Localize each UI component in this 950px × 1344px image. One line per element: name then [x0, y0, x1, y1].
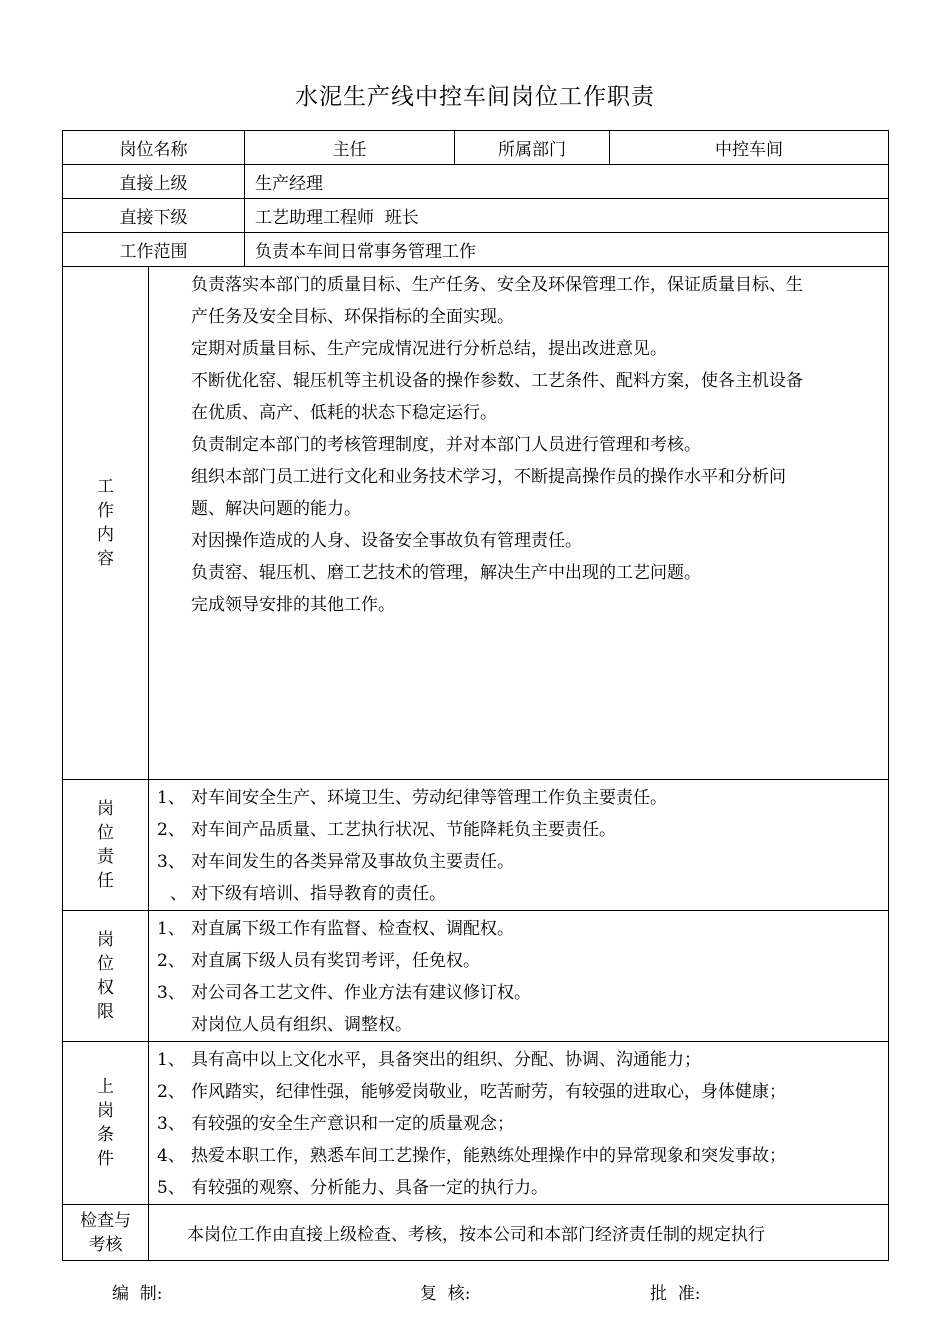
reviewed-by-label: 复 核:	[420, 1284, 471, 1304]
list-item: 5、 有较强的观察、分析能力、具备一定的执行力。	[157, 1178, 548, 1198]
work-line: 组织本部门员工进行文化和业务技术学习，不断提高操作员的操作水平和分析问	[191, 467, 786, 487]
list-item: 4、 热爱本职工作，熟悉车间工艺操作，能熟练处理操作中的异常现象和突发事故；	[157, 1146, 786, 1166]
assessment-text: 本岗位工作由直接上级检查、考核，按本公司和本部门经济责任制的规定执行	[149, 1205, 889, 1261]
responsibility-body	[149, 780, 889, 911]
list-item: 2、 对车间产品质量、工艺执行状况、节能降耗负主要责任。	[157, 820, 616, 840]
work-line: 在优质、高产、低耗的状态下稳定运行。	[191, 403, 497, 423]
superior-value: 生产经理	[245, 165, 889, 199]
subordinate-value: 工艺助理工程师 班长	[245, 199, 889, 233]
superior-label: 直接上级	[63, 165, 245, 199]
work-line: 负责制定本部门的考核管理制度，并对本部门人员进行管理和考核。	[191, 435, 701, 455]
document-title: 水泥生产线中控车间岗位工作职责	[295, 84, 655, 110]
assessment-label: 检查与 考核	[63, 1205, 149, 1261]
row-subordinate	[63, 199, 889, 233]
position-value: 主任	[245, 131, 455, 165]
dept-value: 中控车间	[610, 131, 889, 165]
work-line: 对因操作造成的人身、设备安全事故负有管理责任。	[191, 531, 582, 551]
requirements-body	[149, 1042, 889, 1205]
row-position	[63, 131, 889, 165]
list-item: 2、 对直属下级人员有奖罚考评，任免权。	[157, 951, 480, 971]
work-line: 不断优化窑、辊压机等主机设备的操作参数、工艺条件、配料方案，使各主机设备	[191, 371, 803, 391]
position-label: 岗位名称	[63, 131, 245, 165]
list-item: 、 对下级有培训、指导教育的责任。	[170, 884, 446, 904]
work-content-body	[149, 267, 889, 780]
list-item: 1、 对车间安全生产、环境卫生、劳动纪律等管理工作负主要责任。	[157, 788, 667, 808]
dept-label: 所属部门	[455, 131, 610, 165]
row-work-content	[63, 267, 889, 780]
work-line: 定期对质量目标、生产完成情况进行分析总结，提出改进意见。	[191, 339, 667, 359]
approved-by-label: 批 准:	[650, 1284, 701, 1304]
work-line: 负责落实本部门的质量目标、生产任务、安全及环保管理工作，保证质量目标、生	[191, 275, 803, 295]
job-duty-table	[62, 130, 889, 1261]
work-line: 产任务及安全目标、环保指标的全面实现。	[191, 307, 514, 327]
row-requirements	[63, 1042, 889, 1205]
scope-label: 工作范围	[63, 233, 245, 267]
row-responsibility	[63, 780, 889, 911]
work-content-label: 工 作 内 容	[63, 267, 149, 780]
authority-label: 岗 位 权 限	[63, 911, 149, 1042]
row-authority	[63, 911, 889, 1042]
list-item: 对岗位人员有组织、调整权。	[191, 1015, 412, 1035]
prepared-by-label: 编 制:	[112, 1284, 163, 1304]
responsibility-label: 岗 位 责 任	[63, 780, 149, 911]
subordinate-label: 直接下级	[63, 199, 245, 233]
list-item: 3、 对公司各工艺文件、作业方法有建议修订权。	[157, 983, 531, 1003]
list-item: 2、 作风踏实，纪律性强，能够爱岗敬业，吃苦耐劳，有较强的进取心，身体健康；	[157, 1082, 786, 1102]
scope-value: 负责本车间日常事务管理工作	[245, 233, 889, 267]
list-item: 3、 有较强的安全生产意识和一定的质量观念；	[157, 1114, 514, 1134]
row-assessment	[63, 1205, 889, 1261]
row-scope	[63, 233, 889, 267]
list-item: 1、 具有高中以上文化水平，具备突出的组织、分配、协调、沟通能力；	[157, 1050, 701, 1070]
work-line: 完成领导安排的其他工作。	[191, 595, 395, 615]
list-item: 1、 对直属下级工作有监督、检查权、调配权。	[157, 919, 514, 939]
authority-body	[149, 911, 889, 1042]
list-item: 3、 对车间发生的各类异常及事故负主要责任。	[157, 852, 514, 872]
row-superior	[63, 165, 889, 199]
work-line: 负责窑、辊压机、磨工艺技术的管理，解决生产中出现的工艺问题。	[191, 563, 701, 583]
requirements-label: 上 岗 条 件	[63, 1042, 149, 1205]
work-line: 题、解决问题的能力。	[191, 499, 361, 519]
